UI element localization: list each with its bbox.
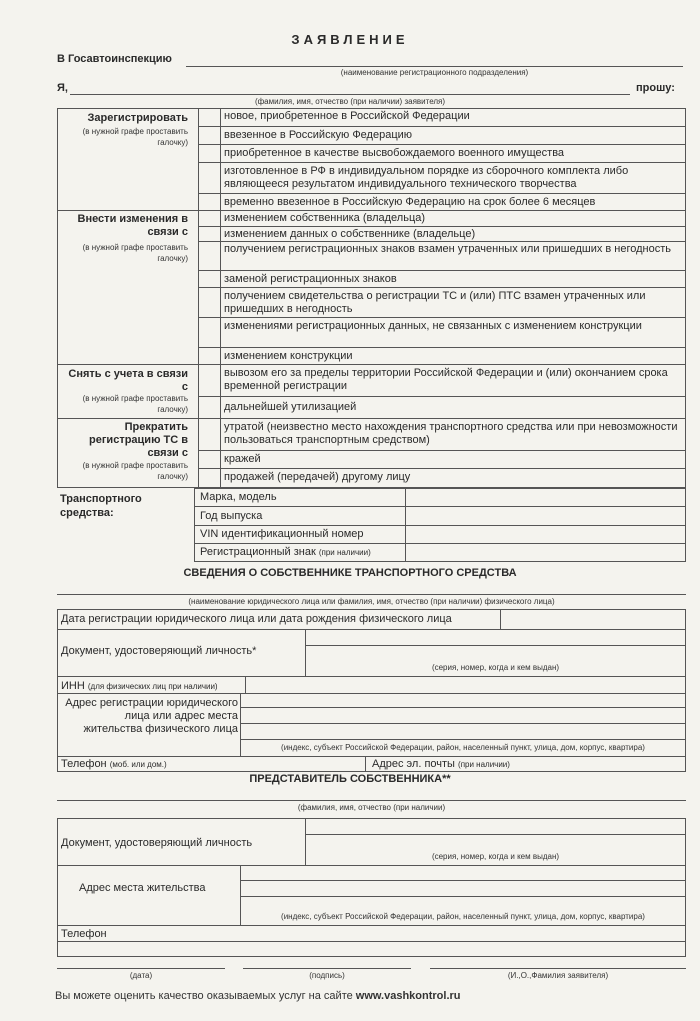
row-sep (198, 162, 686, 163)
vehicle-vin-field[interactable] (406, 526, 685, 543)
i-label: Я, (57, 82, 68, 94)
owner-phone-divider (365, 756, 366, 772)
row-sep (198, 126, 686, 127)
register-note: (в нужной графе проставить галочку) (82, 127, 188, 147)
row-sep (198, 144, 686, 145)
to-line[interactable] (186, 66, 683, 67)
rep-phone-label: Телефон (61, 928, 107, 940)
vehicle-plate-label (196, 546, 371, 559)
owner-doc-label: Документ, удостоверяющий личность* (61, 645, 257, 657)
rep-phone-field[interactable] (120, 926, 685, 956)
vehicle-plate-field[interactable] (406, 544, 685, 561)
row-sep (198, 450, 686, 451)
to-caption: (наименование регистрационного подразделения) (340, 68, 529, 77)
deregister-option-2: дальнейшей утилизацией (224, 401, 357, 413)
deregister-note: (в нужной графе проставить галочку) (82, 394, 188, 414)
register-option-5: временно ввезенное в Российскую Федерацию на срок более 6 месяцев (224, 196, 596, 208)
plate-note: (при наличии) (318, 548, 371, 557)
terminate-option-3: продажей (передачей) другому лицу (224, 471, 411, 483)
rep-doc-caption: (серия, номер, когда и кем выдан) (431, 852, 560, 861)
representative-heading: ПРЕДСТАВИТЕЛЬ СОБСТВЕННИКА** (249, 773, 451, 785)
owner-email-field[interactable] (540, 757, 685, 771)
change-option-2: изменением данных о собственнике (владельце) (224, 228, 476, 240)
request-label: прошу: (636, 82, 675, 94)
phone-note: (моб. или дом.) (109, 760, 167, 769)
register-option-3: приобретенное в качестве высвобождаемого военного имущества (224, 147, 565, 159)
terminate-option-1: утратой (неизвестно место нахождения транспортного средства или при невозможности пользоваться транспортным средством) (224, 421, 678, 446)
row-sep (240, 739, 686, 740)
change-option-7: изменением конструкции (224, 350, 353, 362)
owner-phone-label (57, 758, 167, 771)
deregister-option-1: вывозом его за пределы территории Российской Федерации и (или) окончанием срока временной регистрации (224, 367, 668, 392)
rep-name-caption: (фамилия, имя, отчество (при наличии) (297, 803, 446, 812)
rep-address-caption: (индекс, субъект Российской Федерации, район, населенный пункт, улица, дом, корпус, квартира) (281, 912, 645, 921)
owner-address-field[interactable] (241, 694, 685, 739)
table-divider-a (198, 108, 199, 488)
change-label: Внести изменения в связи с (77, 213, 188, 238)
footer (55, 990, 461, 1002)
row-sep (198, 347, 686, 348)
register-option-4: изготовленное в РФ в индивидуальном порядке из сборочного комплекта либо являющееся результатом индивидуального технического творчества (224, 165, 629, 190)
vehicle-year-field[interactable] (406, 507, 685, 525)
row-sep (198, 241, 686, 242)
rep-doc-field-1[interactable] (306, 819, 685, 834)
row-sep (198, 317, 686, 318)
change-option-3: получением регистрационных знаков взамен утраченных или пришедших в негодность (224, 243, 672, 255)
owner-email-label (368, 758, 510, 771)
signature-caption: (подпись) (309, 971, 345, 980)
email-note: (при наличии) (458, 760, 510, 769)
owner-name-line[interactable] (57, 594, 686, 595)
rep-name-line[interactable] (57, 800, 686, 801)
to-label: В Госавтоинспекцию (57, 53, 172, 65)
date-line[interactable] (57, 968, 225, 969)
terminate-label: Прекратить регистрацию ТС в связи с (89, 421, 188, 459)
owner-date-label: Дата регистрации юридического лица или дата рождения физического лица (61, 613, 452, 625)
owner-doc-field-2[interactable] (306, 646, 685, 661)
applicant-name-caption: (И.,О.,Фамилия заявителя) (507, 971, 609, 980)
owner-name-caption: (наименование юридического лица или фамилия, имя, отчество (при наличии) физического лица) (188, 597, 555, 606)
row-sep (198, 226, 686, 227)
owner-doc-caption: (серия, номер, когда и кем выдан) (431, 663, 560, 672)
page-title: ЗАЯВЛЕНИЕ (291, 32, 409, 47)
vehicle-label: Транспортного средства: (60, 493, 142, 519)
row-sep (198, 287, 686, 288)
rep-doc-label: Документ, удостоверяющий личность (61, 837, 253, 849)
plate-label-text: Регистрационный знак (200, 546, 316, 558)
section-sep-2 (57, 364, 686, 365)
register-option-2: ввезенное в Российскую Федерацию (224, 129, 413, 141)
terminate-option-2: кражей (224, 453, 261, 465)
vehicle-vin-label: VIN идентификационный номер (200, 528, 364, 540)
change-option-4: заменой регистрационных знаков (224, 273, 397, 285)
owner-inn-field[interactable] (246, 677, 685, 692)
i-caption: (фамилия, имя, отчество (при наличии) заявителя) (254, 97, 446, 106)
change-option-6: изменениями регистрационных данных, не связанных с изменением конструкции (224, 320, 642, 332)
owner-date-field[interactable] (501, 610, 685, 628)
vehicle-make-label: Марка, модель (200, 491, 277, 503)
deregister-label: Снять с учета в связи с (68, 368, 188, 393)
owner-phone-field[interactable] (195, 757, 364, 771)
inn-note: (для физических лиц при наличии) (87, 682, 218, 691)
register-option-1: новое, приобретенное в Российской Федерации (224, 110, 470, 122)
owner-heading: СВЕДЕНИЯ О СОБСТВЕННИКЕ ТРАНСПОРТНОГО СРЕДСТВА (183, 567, 517, 579)
footer-site-link[interactable]: www.vashkontrol.ru (355, 990, 461, 1002)
phone-text: Телефон (61, 758, 107, 770)
date-caption: (дата) (129, 971, 153, 980)
rep-address-label: Адрес места жительства (79, 882, 206, 894)
signature-line[interactable] (243, 968, 411, 969)
change-option-5: получением свидетельства о регистрации ТС и (или) ПТС взамен утраченных или пришедших в негодность (224, 290, 646, 315)
change-note: (в нужной графе проставить галочку) (82, 243, 188, 263)
vehicle-make-field[interactable] (406, 489, 685, 506)
section-sep-3 (57, 418, 686, 419)
i-line[interactable] (70, 94, 630, 95)
inn-text: ИНН (61, 680, 85, 692)
change-option-1: изменением собственника (владельца) (224, 212, 426, 224)
vehicle-year-label: Год выпуска (200, 510, 263, 522)
owner-address-caption: (индекс, субъект Российской Федерации, район, населенный пункт, улица, дом, корпус, квартира) (281, 743, 645, 752)
owner-doc-field-1[interactable] (306, 630, 685, 645)
owner-address-label: Адрес регистрации юридического лица или адрес места жительства физического лица (65, 697, 238, 735)
terminate-note: (в нужной графе проставить галочку) (82, 461, 188, 481)
applicant-name-line[interactable] (430, 968, 686, 969)
footer-text: Вы можете оценить качество оказываемых услуг на сайте (55, 990, 353, 1002)
rep-address-field[interactable] (241, 866, 685, 911)
rep-doc-field-2[interactable] (306, 835, 685, 850)
row-sep (198, 468, 686, 469)
row-sep (198, 270, 686, 271)
row-sep (198, 193, 686, 194)
section-sep-1 (57, 210, 686, 211)
register-label: Зарегистрировать (87, 112, 188, 124)
email-text: Адрес эл. почты (372, 758, 455, 770)
row-sep (198, 396, 686, 397)
owner-inn-label (57, 680, 218, 693)
